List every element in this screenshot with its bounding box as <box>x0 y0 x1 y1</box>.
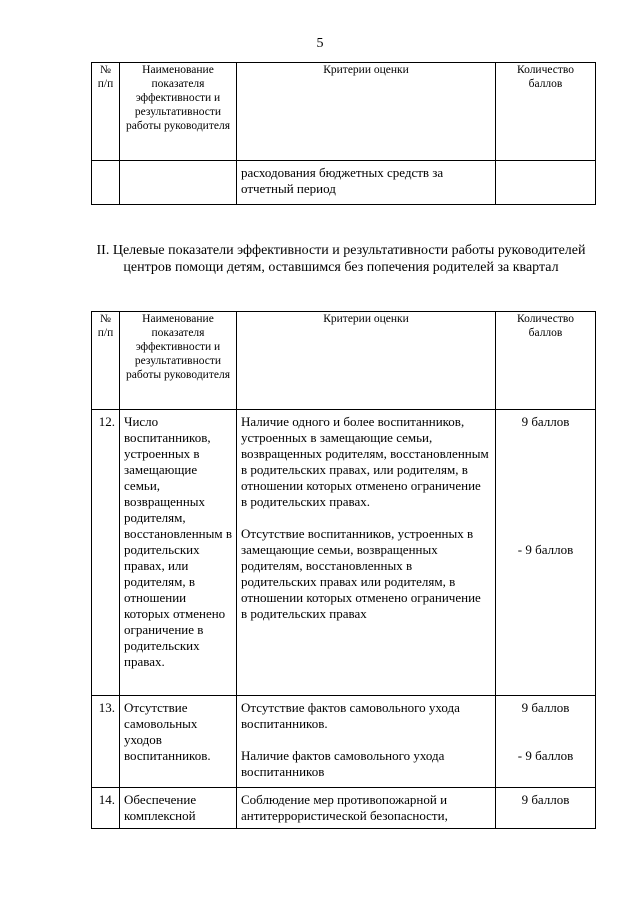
table-row <box>92 161 596 205</box>
header-score: Количество баллов <box>496 63 596 161</box>
header-score: Количество баллов <box>496 312 596 410</box>
criteria-table <box>91 311 596 829</box>
row-num-cell <box>92 161 120 205</box>
row-criteria-cell <box>237 410 496 696</box>
row-name-cell <box>120 161 237 205</box>
header-indicator-name: Наименование показателя эффективности и результативности работы руководителя <box>120 63 237 161</box>
row-name-cell: Обеспечение комплексной <box>120 788 237 829</box>
section-title: II. Целевые показатели эффективности и результативности работы руководителей центров помощи детям, оставшимся без попечения родителей за квартал <box>96 243 586 275</box>
page-number: 5 <box>316 36 324 51</box>
criteria-table-continued <box>91 62 596 205</box>
row-score-cell <box>496 410 596 696</box>
row-criteria-cell: расходования бюджетных средств за отчетный период <box>237 161 496 205</box>
table-header-row <box>92 312 596 410</box>
row-num-cell: 14. <box>92 788 120 829</box>
table-row <box>92 410 596 696</box>
header-num: № п/п <box>92 312 120 410</box>
row-score-cell <box>496 696 596 788</box>
row-num-cell: 12. <box>92 410 120 696</box>
row-name-cell: Число воспитанников, устроенных в замещающие семьи, возвращенных родителям, восстановленным в родительских правах, или родителям, в отношении которых отменено ограничение в родительских правах. <box>120 410 237 696</box>
score-negative: - 9 баллов <box>517 542 574 557</box>
header-num: № п/п <box>92 63 120 161</box>
row-criteria-cell <box>237 696 496 788</box>
row-score-cell <box>496 161 596 205</box>
score-positive: 9 баллов <box>521 700 570 715</box>
header-criteria: Критерии оценки <box>237 312 496 410</box>
header-indicator-name: Наименование показателя эффективности и результативности работы руководителя <box>120 312 237 410</box>
header-criteria: Критерии оценки <box>237 63 496 161</box>
score-positive: 9 баллов <box>521 414 570 429</box>
criterion-positive: Отсутствие фактов самовольного ухода воспитанников. <box>241 700 460 731</box>
row-name-cell: Отсутствие самовольных уходов воспитанников. <box>120 696 237 788</box>
row-score-cell: 9 баллов <box>496 788 596 829</box>
row-criteria-cell: Соблюдение мер противопожарной и антитеррористической безопасности, <box>237 788 496 829</box>
criterion-negative: Наличие фактов самовольного ухода воспитанников <box>241 748 445 779</box>
table-row <box>92 788 596 829</box>
row-num-cell: 13. <box>92 696 120 788</box>
criterion-positive: Наличие одного и более воспитанников, устроенных в замещающие семьи, возвращенных родителям, восстановленным в родительских правах, или родителям, в отношении которых отменено ограничение в родительских правах. <box>241 414 489 509</box>
score-negative: - 9 баллов <box>517 748 574 763</box>
criterion-negative: Отсутствие воспитанников, устроенных в замещающие семьи, возвращенных родителям, восстановленных в родительских правах или родителям, в отношении которых отменено ограничение в родительских правах <box>241 526 481 621</box>
table-header-row <box>92 63 596 161</box>
table-row <box>92 696 596 788</box>
